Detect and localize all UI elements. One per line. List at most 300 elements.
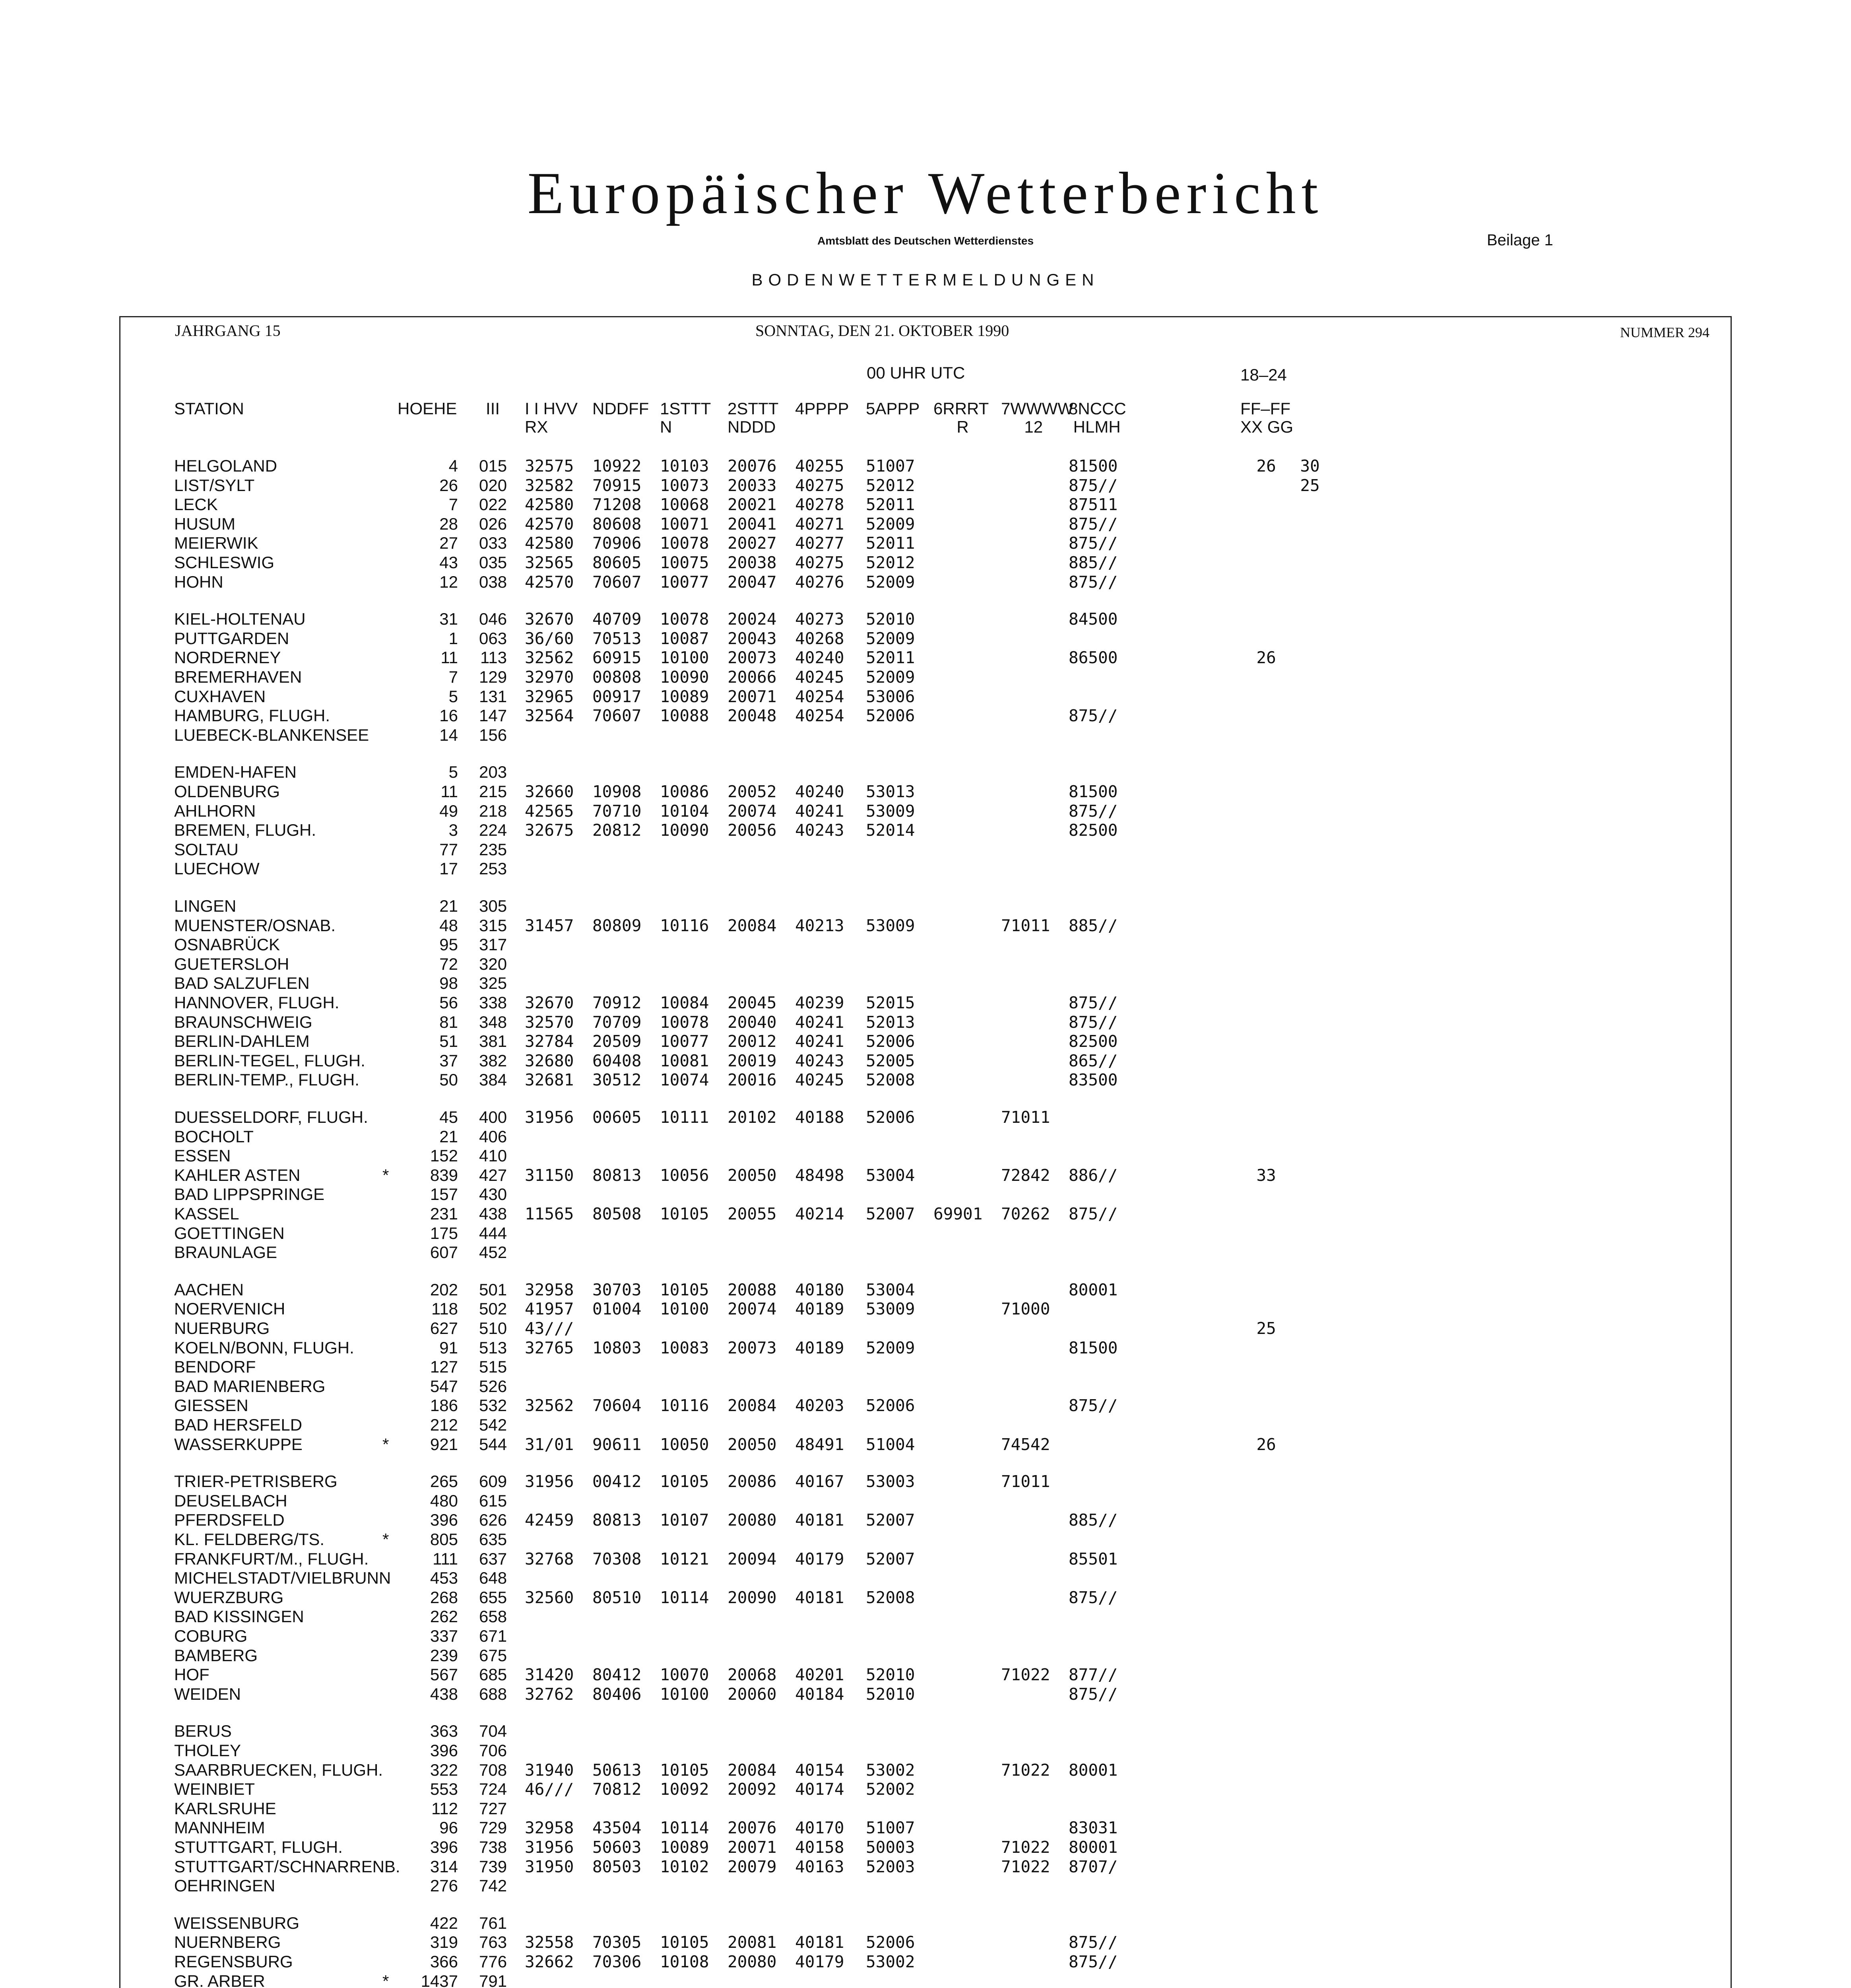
code-group-3: 10078 <box>660 534 709 553</box>
code-group-4: 20084 <box>728 1760 777 1780</box>
code-group-6: 52007 <box>866 1510 915 1530</box>
station-id: 113 <box>480 648 507 667</box>
code-group-5: 40276 <box>795 572 844 592</box>
code-group-9: 8707/ <box>1069 1857 1118 1876</box>
code-group-1: 31950 <box>525 1857 574 1876</box>
station-height: 5 <box>448 687 458 706</box>
table-row <box>0 1685 1851 1704</box>
code-group-6: 52011 <box>866 648 915 668</box>
code-group-4: 20080 <box>728 1510 777 1530</box>
code-group-3: 10100 <box>660 1684 709 1704</box>
code-group-6: 53004 <box>866 1280 915 1299</box>
code-group-1: 32970 <box>525 668 574 687</box>
code-group-5: 40181 <box>795 1933 844 1952</box>
code-group-4: 20050 <box>728 1165 777 1185</box>
station-height: 805 <box>430 1530 458 1549</box>
station-height: 567 <box>430 1665 458 1684</box>
code-group-2: 80412 <box>592 1665 642 1685</box>
col-hoehe: HOEHE <box>398 399 457 418</box>
table-row <box>0 476 1851 495</box>
table-row <box>0 859 1851 878</box>
station-id: 515 <box>479 1357 507 1376</box>
station-id: 430 <box>479 1185 507 1204</box>
table-row <box>0 1338 1851 1357</box>
station-id: 685 <box>479 1665 507 1684</box>
code-group-6: 52007 <box>866 1549 915 1569</box>
station-id: 156 <box>479 725 507 744</box>
code-group-1: 32670 <box>525 993 574 1012</box>
station-name: HUSUM <box>174 514 235 533</box>
code-group-6: 52009 <box>866 514 915 534</box>
station-id: 015 <box>479 456 507 475</box>
code-group-3: 10073 <box>660 476 709 495</box>
code-group-1: 31/01 <box>525 1435 574 1454</box>
code-group-9: 87511 <box>1069 495 1118 514</box>
code-group-5: 40275 <box>795 476 844 495</box>
station-name: SOLTAU <box>174 840 239 859</box>
station-id: 688 <box>479 1684 507 1703</box>
code-group-3: 10084 <box>660 993 709 1012</box>
table-row <box>0 974 1851 993</box>
table-row <box>0 1185 1851 1204</box>
station-height: 91 <box>439 1338 458 1357</box>
station-height: 268 <box>430 1588 458 1607</box>
mountain-station-marker: * <box>382 1435 389 1454</box>
table-row <box>0 1127 1851 1146</box>
publisher-subtitle: Amtsblatt des Deutschen Wetterdienstes <box>817 235 1034 247</box>
code-group-9: 82500 <box>1069 821 1118 840</box>
wind-gg: 25 <box>1300 476 1320 495</box>
code-group-1: 32575 <box>525 456 574 476</box>
station-height: 265 <box>430 1472 458 1491</box>
station-id: 671 <box>479 1627 507 1645</box>
code-group-5: 40189 <box>795 1338 844 1357</box>
station-height: 322 <box>430 1760 458 1779</box>
code-group-6: 53003 <box>866 1472 915 1491</box>
code-group-5: 40268 <box>795 629 844 648</box>
code-group-5: 40174 <box>795 1780 844 1799</box>
code-group-2: 10922 <box>592 456 642 476</box>
code-group-9: 885// <box>1069 553 1118 572</box>
station-id: 022 <box>479 495 507 514</box>
station-id: 729 <box>479 1818 507 1837</box>
code-group-1: 32762 <box>525 1684 574 1704</box>
station-name: LINGEN <box>174 897 237 915</box>
code-group-2: 80503 <box>592 1857 642 1876</box>
station-name: WEIDEN <box>174 1684 241 1703</box>
supplement-label: Beilage 1 <box>1487 231 1553 249</box>
code-group-3: 10116 <box>660 1396 709 1415</box>
code-group-9: 875// <box>1069 534 1118 553</box>
table-row <box>0 1051 1851 1070</box>
station-name: TRIER-PETRISBERG <box>174 1472 338 1491</box>
code-group-8: 71022 <box>1001 1760 1050 1780</box>
table-row <box>0 763 1851 782</box>
code-group-8: 71011 <box>1001 916 1050 935</box>
code-group-3: 10105 <box>660 1760 709 1780</box>
station-id: 438 <box>479 1204 507 1223</box>
station-name: BAMBERG <box>174 1646 258 1665</box>
code-group-5: 48498 <box>795 1165 844 1185</box>
station-name: DEUSELBACH <box>174 1491 287 1510</box>
table-row <box>0 726 1851 745</box>
code-group-5: 40241 <box>795 801 844 821</box>
code-group-1: 32765 <box>525 1338 574 1357</box>
code-group-2: 00917 <box>592 687 642 706</box>
code-group-2: 70607 <box>592 706 642 726</box>
code-group-2: 70306 <box>592 1952 642 1971</box>
section-title: BODENWETTERMELDUNGEN <box>751 270 1100 289</box>
col-iii: III <box>486 399 500 418</box>
code-group-8: 72842 <box>1001 1165 1050 1185</box>
station-height: 480 <box>430 1491 458 1510</box>
station-height: 49 <box>439 801 458 820</box>
station-id: 655 <box>479 1588 507 1607</box>
code-group-5: 40184 <box>795 1684 844 1704</box>
code-group-5: 40170 <box>795 1818 844 1838</box>
station-id: 382 <box>479 1051 507 1070</box>
station-height: 175 <box>430 1223 458 1242</box>
station-height: 422 <box>430 1913 458 1932</box>
station-name: BERLIN-TEMP., FLUGH. <box>174 1070 359 1089</box>
code-group-4: 20074 <box>728 801 777 821</box>
station-height: 48 <box>439 916 458 935</box>
code-group-9: 875// <box>1069 993 1118 1012</box>
col-group-2: NDDFF <box>592 399 649 418</box>
code-group-1: 42565 <box>525 801 574 821</box>
station-height: 112 <box>431 1799 458 1818</box>
wind-ff: 33 <box>1256 1165 1276 1185</box>
code-group-1: 31956 <box>525 1472 574 1491</box>
code-group-5: 40254 <box>795 706 844 726</box>
code-group-9: 875// <box>1069 1952 1118 1971</box>
code-group-3: 10089 <box>660 687 709 706</box>
station-id: 384 <box>479 1070 507 1089</box>
code-group-4: 20019 <box>728 1051 777 1070</box>
table-row <box>0 1491 1851 1510</box>
code-group-4: 20027 <box>728 534 777 553</box>
code-group-4: 20068 <box>728 1665 777 1685</box>
station-id: 658 <box>479 1607 507 1626</box>
code-group-4: 20073 <box>728 648 777 668</box>
code-group-1: 43/// <box>525 1319 574 1338</box>
code-group-1: 41957 <box>525 1299 574 1319</box>
table-row <box>0 1472 1851 1491</box>
code-group-5: 40181 <box>795 1588 844 1607</box>
station-name: GUETERSLOH <box>174 954 289 973</box>
code-group-2: 20812 <box>592 821 642 840</box>
station-id: 235 <box>479 840 507 859</box>
code-group-9: 875// <box>1069 1684 1118 1704</box>
code-group-2: 10908 <box>592 782 642 801</box>
wind-ff: 26 <box>1256 648 1276 668</box>
code-group-5: 48491 <box>795 1435 844 1454</box>
station-height: 98 <box>439 974 458 993</box>
table-row <box>0 1876 1851 1895</box>
code-group-9: 885// <box>1069 1510 1118 1530</box>
code-group-1: 32565 <box>525 553 574 572</box>
code-group-9: 86500 <box>1069 648 1118 668</box>
code-group-9: 875// <box>1069 801 1118 821</box>
station-height: 627 <box>430 1319 458 1338</box>
station-id: 502 <box>479 1299 507 1318</box>
code-group-5: 40255 <box>795 456 844 476</box>
code-group-4: 20033 <box>728 476 777 495</box>
code-group-4: 20041 <box>728 514 777 534</box>
table-row <box>0 1510 1851 1530</box>
station-id: 724 <box>479 1780 507 1799</box>
code-group-1: 46/// <box>525 1780 574 1799</box>
code-group-2: 70906 <box>592 534 642 553</box>
code-group-3: 10103 <box>660 456 709 476</box>
station-name: STUTTGART, FLUGH. <box>174 1838 343 1856</box>
code-group-5: 40273 <box>795 610 844 629</box>
code-group-2: 43504 <box>592 1818 642 1838</box>
station-height: 26 <box>439 476 458 495</box>
station-name: WEISSENBURG <box>174 1913 300 1932</box>
station-height: 314 <box>430 1857 458 1876</box>
station-id: 648 <box>479 1569 507 1588</box>
code-group-5: 40254 <box>795 687 844 706</box>
table-row <box>0 821 1851 840</box>
code-group-3: 10102 <box>660 1857 709 1876</box>
code-group-4: 20088 <box>728 1280 777 1299</box>
code-group-6: 52005 <box>866 1051 915 1070</box>
station-height: 276 <box>430 1876 458 1895</box>
station-name: GOETTINGEN <box>174 1223 285 1242</box>
code-group-2: 70912 <box>592 993 642 1012</box>
station-name: HOHN <box>174 572 223 591</box>
code-group-4: 20024 <box>728 610 777 629</box>
code-group-5: 40201 <box>795 1665 844 1685</box>
station-name: GIESSEN <box>174 1396 248 1415</box>
code-group-2: 70915 <box>592 476 642 495</box>
code-group-1: 32958 <box>525 1280 574 1299</box>
code-group-2: 20509 <box>592 1032 642 1051</box>
station-id: 348 <box>479 1012 507 1031</box>
station-id: 637 <box>479 1549 507 1568</box>
table-row <box>0 1952 1851 1971</box>
table-row <box>0 1665 1851 1684</box>
station-height: 5 <box>448 763 458 782</box>
station-name: BOCHOLT <box>174 1127 254 1146</box>
table-row <box>0 1224 1851 1243</box>
code-group-2: 50603 <box>592 1838 642 1857</box>
code-group-9: 865// <box>1069 1051 1118 1070</box>
station-height: 50 <box>439 1070 458 1089</box>
code-group-9: 85501 <box>1069 1549 1118 1569</box>
station-height: 7 <box>448 495 458 514</box>
code-group-3: 10114 <box>660 1588 709 1607</box>
station-name: DUESSELDORF, FLUGH. <box>174 1108 368 1126</box>
code-group-8: 71022 <box>1001 1838 1050 1857</box>
code-group-5: 40189 <box>795 1299 844 1319</box>
table-row <box>0 935 1851 954</box>
code-group-3: 10078 <box>660 610 709 629</box>
station-name: BRAUNLAGE <box>174 1243 277 1262</box>
code-group-6: 53009 <box>866 916 915 935</box>
code-group-6: 52011 <box>866 534 915 553</box>
code-group-3: 10090 <box>660 821 709 840</box>
code-group-4: 20076 <box>728 456 777 476</box>
code-group-2: 80605 <box>592 553 642 572</box>
station-name: NORDERNEY <box>174 648 281 667</box>
code-group-2: 70513 <box>592 629 642 648</box>
wind-ff: 26 <box>1256 1435 1276 1454</box>
code-group-5: 40245 <box>795 668 844 687</box>
issue-number: NUMMER 294 <box>1620 324 1710 340</box>
table-row <box>0 1722 1851 1741</box>
station-id: 542 <box>479 1415 507 1434</box>
station-name: KL. FELDBERG/TS. <box>174 1530 325 1549</box>
station-name: BERLIN-TEGEL, FLUGH. <box>174 1051 365 1070</box>
station-id: 427 <box>479 1165 507 1184</box>
station-id: 218 <box>479 801 507 820</box>
code-group-2: 71208 <box>592 495 642 514</box>
code-group-1: 11565 <box>525 1204 574 1223</box>
code-group-4: 20040 <box>728 1012 777 1032</box>
station-height: 111 <box>433 1549 458 1568</box>
code-group-6: 53009 <box>866 801 915 821</box>
code-group-1: 42570 <box>525 514 574 534</box>
code-group-9: 875// <box>1069 1396 1118 1415</box>
station-height: 337 <box>430 1627 458 1645</box>
station-height: 262 <box>430 1607 458 1626</box>
code-group-6: 52010 <box>866 1665 915 1685</box>
period-label: 18–24 <box>1240 365 1287 384</box>
code-group-6: 53009 <box>866 1299 915 1319</box>
col-group-7: 6RRRT R <box>933 399 989 436</box>
code-group-2: 80608 <box>592 514 642 534</box>
code-group-2: 70604 <box>592 1396 642 1415</box>
code-group-4: 20080 <box>728 1952 777 1971</box>
code-group-5: 40188 <box>795 1108 844 1127</box>
station-name: OSNABRÜCK <box>174 935 280 954</box>
station-name: PFERDSFELD <box>174 1510 285 1530</box>
station-id: 046 <box>479 610 507 629</box>
station-id: 320 <box>479 954 507 973</box>
code-group-9: 81500 <box>1069 456 1118 476</box>
code-group-6: 51007 <box>866 456 915 476</box>
code-group-5: 40213 <box>795 916 844 935</box>
code-group-5: 40180 <box>795 1280 844 1299</box>
code-group-4: 20090 <box>728 1588 777 1607</box>
table-row <box>0 1818 1851 1837</box>
wind-ff: 26 <box>1256 456 1276 476</box>
table-row <box>0 629 1851 648</box>
station-height: 152 <box>430 1146 458 1165</box>
code-group-2: 90611 <box>592 1435 642 1454</box>
station-height: 366 <box>430 1952 458 1971</box>
code-group-1: 31457 <box>525 916 574 935</box>
code-group-6: 52006 <box>866 1108 915 1127</box>
code-group-1: 32562 <box>525 648 574 668</box>
code-group-3: 10056 <box>660 1165 709 1185</box>
code-group-4: 20048 <box>728 706 777 726</box>
station-id: 452 <box>479 1243 507 1262</box>
code-group-3: 10100 <box>660 648 709 668</box>
station-name: REGENSBURG <box>174 1952 293 1971</box>
station-name: MEIERWIK <box>174 534 258 553</box>
station-id: 532 <box>479 1396 507 1415</box>
code-group-2: 70607 <box>592 572 642 592</box>
code-group-3: 10086 <box>660 782 709 801</box>
station-height: 45 <box>439 1108 458 1126</box>
code-group-9: 875// <box>1069 1588 1118 1607</box>
code-group-4: 20074 <box>728 1299 777 1319</box>
code-group-2: 80508 <box>592 1204 642 1223</box>
table-row <box>0 1280 1851 1299</box>
code-group-6: 52015 <box>866 993 915 1012</box>
table-row <box>0 1396 1851 1415</box>
code-group-4: 20056 <box>728 821 777 840</box>
table-row <box>0 1646 1851 1665</box>
code-group-6: 51007 <box>866 1818 915 1838</box>
table-row <box>0 897 1851 916</box>
col-group-6: 5APPP <box>866 399 920 418</box>
code-group-1: 42459 <box>525 1510 574 1530</box>
station-name: LUECHOW <box>174 859 260 878</box>
code-group-2: 01004 <box>592 1299 642 1319</box>
station-id: 325 <box>479 974 507 993</box>
station-name: SAARBRUECKEN, FLUGH. <box>174 1760 383 1779</box>
table-row <box>0 534 1851 553</box>
code-group-1: 32784 <box>525 1032 574 1051</box>
code-group-1: 31956 <box>525 1838 574 1857</box>
table-row <box>0 1032 1851 1051</box>
station-name: NOERVENICH <box>174 1299 285 1318</box>
code-group-4: 20102 <box>728 1108 777 1127</box>
code-group-6: 53002 <box>866 1760 915 1780</box>
col-group-4: 2STTT NDDD <box>728 399 779 436</box>
table-row <box>0 648 1851 667</box>
table-row <box>0 1780 1851 1799</box>
code-group-6: 51004 <box>866 1435 915 1454</box>
station-name: HANNOVER, FLUGH. <box>174 993 340 1012</box>
code-group-9: 84500 <box>1069 610 1118 629</box>
code-group-9: 875// <box>1069 1012 1118 1032</box>
station-name: HAMBURG, FLUGH. <box>174 706 330 725</box>
code-group-1: 32562 <box>525 1396 574 1415</box>
code-group-9: 80001 <box>1069 1838 1118 1857</box>
station-id: 253 <box>479 859 507 878</box>
station-id: 026 <box>479 514 507 533</box>
code-group-1: 32558 <box>525 1933 574 1952</box>
code-group-1: 31420 <box>525 1665 574 1685</box>
code-group-6: 50003 <box>866 1838 915 1857</box>
code-group-9: 80001 <box>1069 1280 1118 1299</box>
code-group-1: 32660 <box>525 782 574 801</box>
station-id: 317 <box>479 935 507 954</box>
code-group-5: 40245 <box>795 1070 844 1090</box>
station-id: 035 <box>479 553 507 572</box>
station-id: 033 <box>479 534 507 553</box>
code-group-3: 10105 <box>660 1472 709 1491</box>
station-id: 776 <box>479 1952 507 1971</box>
code-group-3: 10116 <box>660 916 709 935</box>
code-group-8: 70262 <box>1001 1204 1050 1223</box>
table-row <box>0 782 1851 801</box>
code-group-6: 52008 <box>866 1070 915 1090</box>
station-height: 28 <box>439 514 458 533</box>
code-group-3: 10121 <box>660 1549 709 1569</box>
station-id: 406 <box>479 1127 507 1146</box>
table-row <box>0 706 1851 725</box>
station-id: 510 <box>479 1319 507 1338</box>
table-row <box>0 1569 1851 1588</box>
station-id: 675 <box>479 1646 507 1665</box>
code-group-6: 53013 <box>866 782 915 801</box>
